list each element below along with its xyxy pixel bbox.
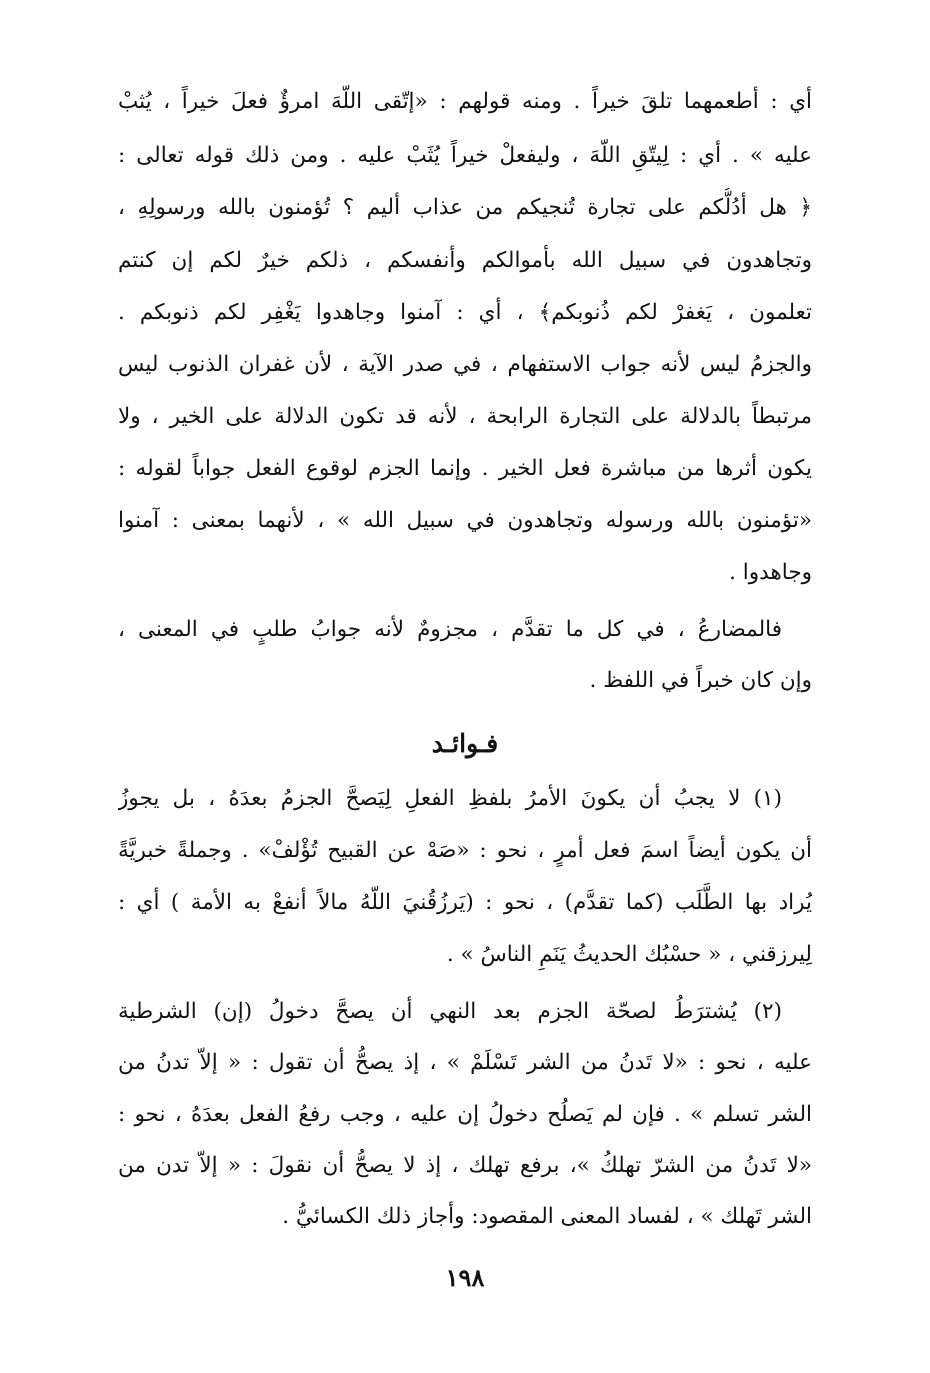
text-line: وتجاهدون في سبيل الله بأموالكم وأنفسكم ، ذلكم خيرٌ لكم إن كنتم <box>118 248 812 273</box>
text-line: الشر تَهلك » ، لفساد المعنى المقصود: وأجاز ذلك الكسائيُّ . <box>282 1204 812 1229</box>
text-line: تعلمون ، يَغفرْ لكم ذُنوبكم﴾ ، أي : آمنوا وجاهدوا يَغْفِر لكم ذنوبكم . <box>118 300 812 325</box>
text-line: وإن كان خبراً في اللفظ . <box>589 668 812 693</box>
page-number: ١٩٨ <box>445 1263 485 1292</box>
text-line: يكون أثرها من مباشرة فعل الخير . وإنما الجزم لوقوع الفعل جواباً لقوله : <box>118 456 812 481</box>
text-line: (١) لا يجبُ أن يكونَ الأمرُ بلفظِ الفعلِ لِيَصحَّ الجزمُ بعدَهُ ، بل يجوزُ <box>118 786 782 811</box>
text-line: عليه » . أي : لِيتّقِ اللّهَ ، وليفعلْ خيراً يُثَبْ عليه . ومن ذلك قوله تعالى : <box>118 143 812 168</box>
text-line: يُراد بها الطَّلَب (كما تقدَّم) ، نحو : (يَرزُقُنيَ اللّهُ مالاً أنفعْ به الأمة ) أي : <box>118 890 812 915</box>
text-line: أي : أطعمهما تلقَ خيراً . ومنه قولهم : «إتّقى اللّهَ امرؤٌ فعلَ خيراً ، يُثبْ <box>118 89 812 114</box>
section-heading: فـوائـد <box>431 729 499 758</box>
text-line: فالمضارعُ ، في كل ما تقدَّم ، مجزومٌ لأنه جوابُ طلبٍ في المعنى ، <box>118 617 782 642</box>
text-line: عليه ، نحو : «لا تَدنُ من الشر تَسْلَمْ » ، إذ يصحُّ أن تقول : « إلاّ تدنُ من <box>118 1050 812 1075</box>
text-line: أن يكون أيضاً اسمَ فعل أمرٍ ، نحو : «صَهْ عن القبيح تُؤْلفْ» . وجملةً خبريَّةً <box>118 838 812 863</box>
text-line: ﴿ هل أدُلُّكم على تجارة تُنجيكم من عذاب أليم ؟ تُؤمنون بالله ورسولِهِ ، <box>118 195 812 220</box>
text-line: (٢) يُشترَطُ لصحّة الجزم بعد النهي أن يصحَّ دخولُ (إن) الشرطية <box>118 999 782 1024</box>
text-line: الشر تسلم » . فإن لم يَصلُح دخولُ إن عليه ، وجب رفعُ الفعل بعدَهُ ، نحو : <box>118 1102 812 1127</box>
text-line: «تؤمنون بالله ورسوله وتجاهدون في سبيل الله » ، لأنهما بمعنى : آمنوا <box>118 508 812 533</box>
text-line: مرتبطاً بالدلالة على التجارة الرابحة ، لأنه قد تكون الدلالة على الخير ، ولا <box>118 404 812 429</box>
text-line: «لا تَدنُ من الشرّ تهلكُ »، برفع تهلك ، إذ لا يصحُّ أن نقولَ : « إلاّ تدن من <box>118 1153 812 1178</box>
text-line: وجاهدوا . <box>729 560 812 585</box>
text-line: لِيرزقني ، « حسْبُك الحديثُ يَنَمِ الناسُ » . <box>446 942 812 967</box>
text-line: والجزمُ ليس لأنه جواب الاستفهام ، في صدر الآية ، لأن غفران الذنوب ليس <box>118 352 812 377</box>
